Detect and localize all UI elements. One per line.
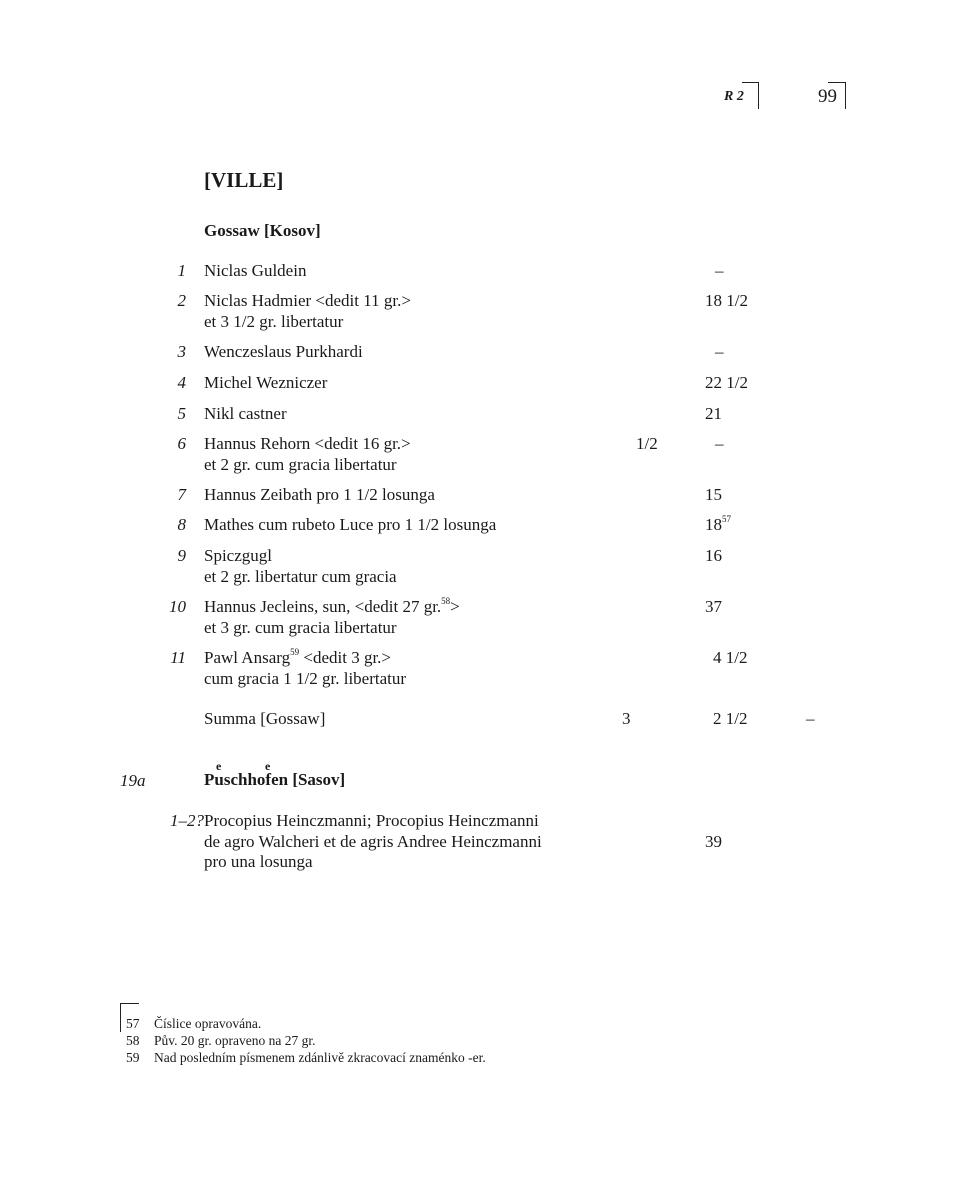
value-text: 4 1/2 (713, 648, 748, 667)
value-col2 (705, 546, 722, 567)
entry-text: Michel Wezniczer (204, 373, 328, 392)
value-col2 (713, 648, 747, 669)
value-col2 (705, 515, 731, 536)
value-col2 (705, 373, 748, 394)
value-text: – (715, 261, 724, 280)
entry-text-tail: <dedit 3 gr.> (299, 648, 391, 667)
value-text: – (715, 342, 724, 361)
entry-text: et 2 gr. cum gracia libertatur (204, 454, 397, 474)
value-col1: 1/2 (636, 434, 658, 453)
entry-text: Hannus Rehorn <dedit 16 gr.> (204, 434, 411, 453)
summa-label: Summa [Gossaw] (204, 709, 326, 728)
row-number: 9 (177, 546, 186, 565)
footnote-text: Číslice opravována. (154, 1016, 262, 1031)
value-col2 (705, 404, 722, 425)
entry-line: de agro Walcheri et de agris Andree Heinczmanni (204, 831, 542, 851)
village-title-2 (204, 759, 346, 790)
entry-line (204, 485, 435, 506)
entry-line (204, 597, 460, 618)
footnote-ref: 57 (722, 514, 731, 525)
row-number: 10 (169, 597, 186, 616)
entry-text: Hannus Zeibath pro 1 1/2 losunga (204, 485, 435, 504)
value-col2 (705, 597, 722, 618)
entry-text: Wenczeslaus Purkhardi (204, 342, 363, 361)
value-text: 18 1/2 (705, 291, 748, 310)
footnote-text: Nad posledním písmenem zdánlivě zkracovací znaménko -er. (154, 1050, 486, 1065)
entry-text: Mathes cum rubeto Luce pro 1 1/2 losunga (204, 515, 497, 534)
value-col2 (715, 261, 724, 282)
summa-col2: 2 1/2 (713, 709, 748, 728)
value-text: 37 (705, 597, 722, 616)
row-number: 1 (177, 261, 186, 280)
entry-line (204, 291, 411, 312)
row-number: 1–2? (170, 811, 204, 830)
superscript-mark: e (265, 759, 271, 773)
entry-text-tail: > (450, 597, 460, 616)
footnote-number: 57 (126, 1016, 140, 1031)
row-number: 8 (177, 515, 186, 534)
summa-col3: – (806, 709, 815, 728)
entry-text: cum gracia 1 1/2 gr. libertatur (204, 668, 407, 688)
value-text: 18 (705, 515, 722, 534)
value-col2 (715, 434, 724, 455)
page-number: 99 (818, 86, 837, 107)
entry-text: Niclas Hadmier <dedit 11 gr.> (204, 291, 411, 310)
entry-text: et 3 1/2 gr. libertatur (204, 311, 344, 331)
value-text: 21 (705, 404, 722, 423)
section-title: [VILLE] (204, 168, 284, 192)
entry-line (204, 648, 391, 669)
entry-line: Procopius Heinczmanni; Procopius Heinczmanni (204, 811, 539, 830)
entry-line (204, 261, 306, 282)
row-number: 4 (177, 373, 186, 392)
superscript-mark: e (216, 759, 222, 773)
entry-text: Hannus Jecleins, sun, <dedit 27 gr. (204, 597, 442, 616)
row-number: 7 (177, 485, 186, 504)
row-number: 6 (177, 434, 186, 453)
row-number: 11 (170, 648, 186, 667)
entry-text: Spiczgugl (204, 546, 272, 565)
footnote-text: Pův. 20 gr. opraveno na 27 gr. (154, 1033, 316, 1048)
village-title: Gossaw [Kosov] (204, 221, 321, 240)
footnote-ref: 59 (290, 647, 300, 658)
entry-text: et 3 gr. cum gracia libertatur (204, 617, 397, 637)
footnote-number: 58 (126, 1033, 140, 1048)
footnote-number: 59 (126, 1050, 140, 1065)
entry-line (204, 373, 327, 394)
entry-text: Nikl castner (204, 404, 287, 423)
footnote-ref: 58 (441, 596, 451, 607)
entry-line (204, 669, 406, 690)
entry-line (204, 455, 397, 476)
entry-line (204, 515, 496, 536)
village-title-2-text: Puschhofen [Sasov] (204, 770, 346, 789)
entry-line (204, 618, 397, 639)
value-col2 (715, 342, 724, 363)
value-text: 16 (705, 546, 722, 565)
entry-line (204, 404, 287, 425)
section-mark: R 2 (724, 89, 744, 104)
summa-col1: 3 (622, 709, 631, 728)
entry-line (204, 567, 397, 588)
entry-text: Pawl Ansarg (204, 648, 291, 667)
section-mark-corner (742, 82, 759, 109)
value-text: 22 1/2 (705, 373, 748, 392)
entry-text: et 2 gr. libertatur cum gracia (204, 566, 397, 586)
value-col2 (705, 291, 748, 312)
entry-line (204, 546, 272, 567)
value-text: 15 (705, 485, 722, 504)
entry-line (204, 312, 343, 333)
row-number: 2 (177, 291, 186, 310)
value-text: – (715, 434, 724, 453)
entry-line: pro una losunga (204, 852, 313, 871)
value-col2: 39 (705, 831, 722, 851)
entry-text: Niclas Guldein (204, 261, 307, 280)
entry-line (204, 434, 411, 455)
row-number: 5 (177, 404, 186, 423)
entry-line (204, 342, 363, 363)
page-number-corner (828, 82, 846, 109)
value-col2 (705, 485, 722, 506)
margin-folio: 19a (120, 771, 146, 790)
row-number: 3 (177, 342, 186, 361)
